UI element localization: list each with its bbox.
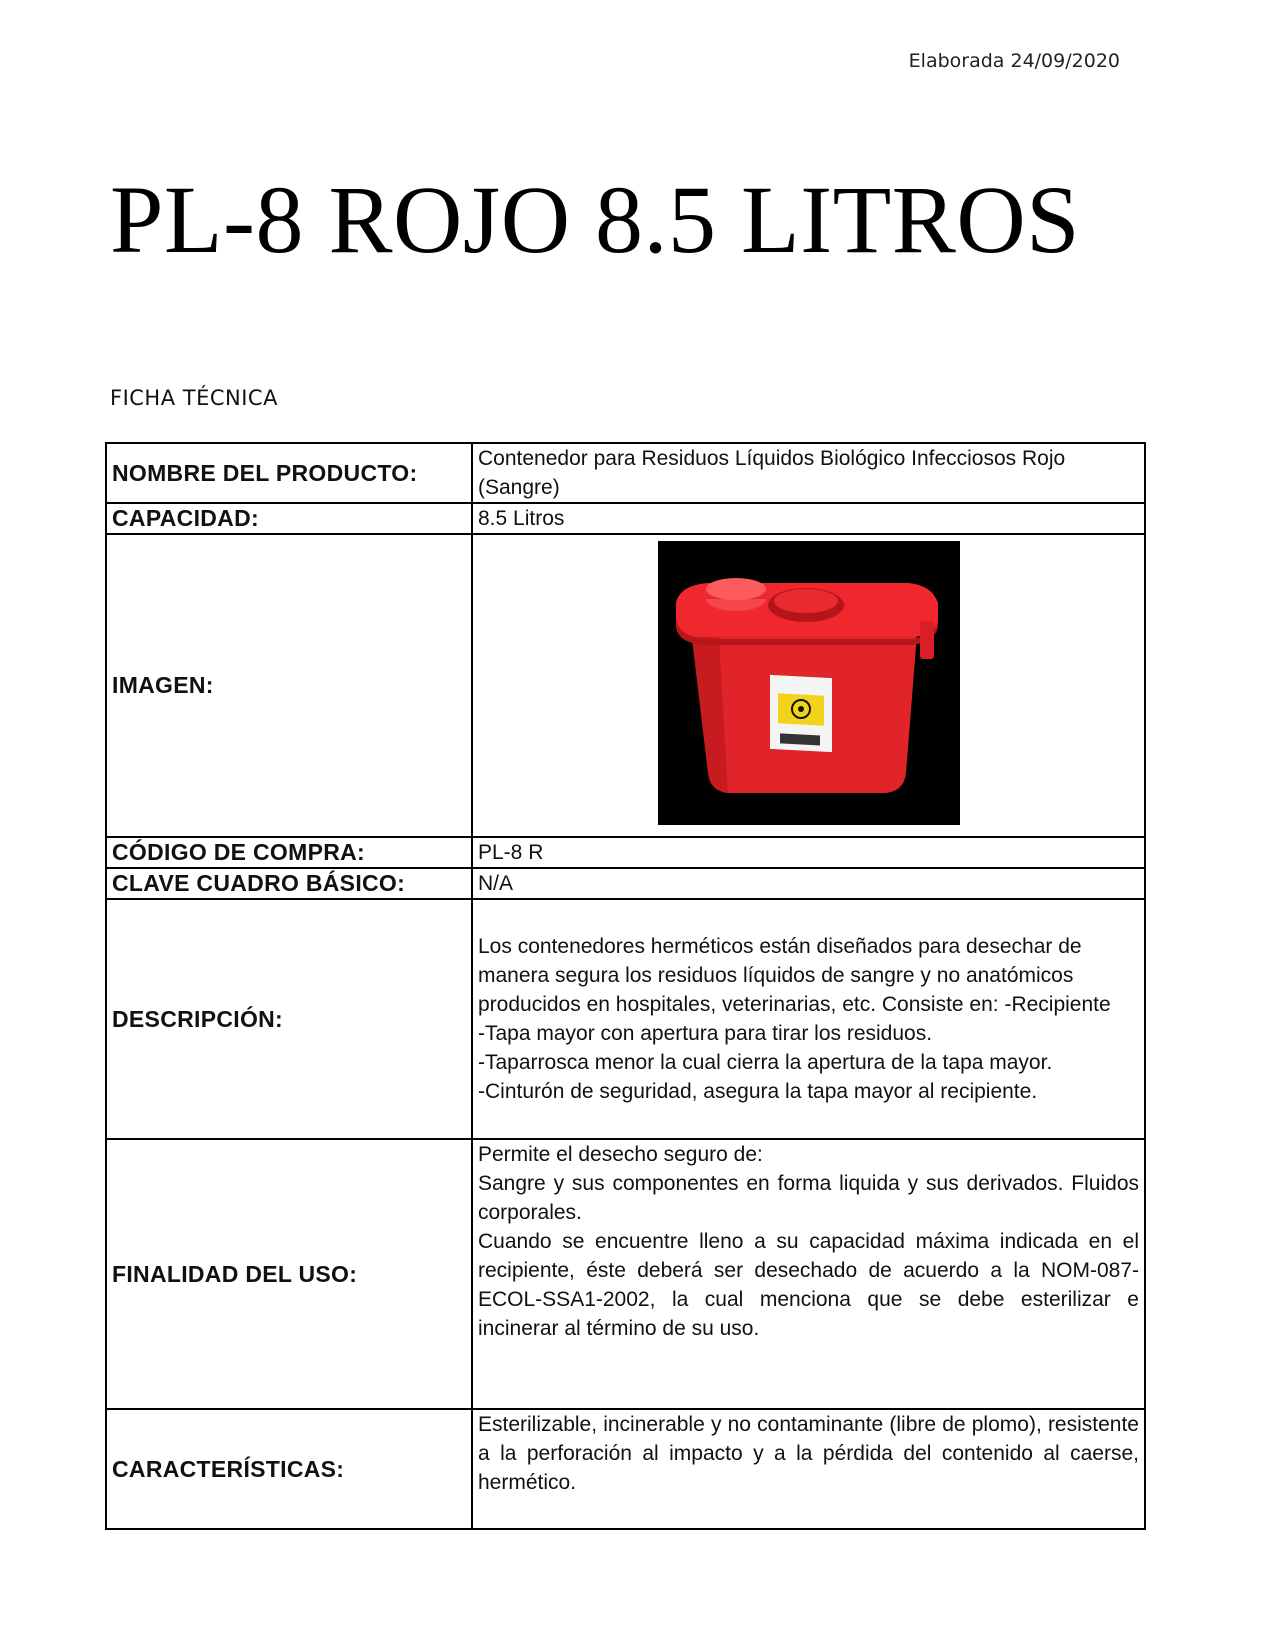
- descripcion-line: -Taparrosca menor la cual cierra la apertura de la tapa mayor.: [478, 1051, 1053, 1074]
- label-imagen: IMAGEN:: [106, 534, 472, 837]
- label-codigo: CÓDIGO DE COMPRA:: [106, 837, 472, 868]
- descripcion-line: -Cinturón de seguridad, asegura la tapa mayor al recipiente.: [478, 1080, 1038, 1103]
- label-finalidad: FINALIDAD DEL USO:: [106, 1139, 472, 1409]
- label-capacidad: CAPACIDAD:: [106, 503, 472, 534]
- document-date: Elaborada 24/09/2020: [908, 50, 1120, 72]
- finalidad-line: Sangre y sus componentes en forma liquida y sus derivados. Fluidos corporales.: [478, 1172, 1139, 1224]
- section-subtitle: FICHA TÉCNICA: [110, 386, 278, 410]
- descripcion-line: Los contenedores herméticos están diseñados para desechar de manera segura los residuos líquidos de sangre y no anatómicos producidos en hospitales, veterinarias, etc. Consiste en: -Recipiente: [478, 935, 1111, 1016]
- image-cell: [472, 534, 1145, 837]
- row-caracteristicas: [106, 1409, 1145, 1529]
- value-descripcion: [472, 899, 1145, 1139]
- value-codigo: PL-8 R: [472, 837, 1145, 868]
- finalidad-line: Permite el desecho seguro de:: [478, 1143, 763, 1166]
- value-nombre: Contenedor para Residuos Líquidos Biológico Infecciosos Rojo (Sangre): [472, 443, 1145, 503]
- value-caracteristicas: Esterilizable, incinerable y no contaminante (libre de plomo), resistente a la perforación al impacto y a la pérdida del contenido al caerse, hermético.: [472, 1409, 1145, 1529]
- label-caracteristicas: CARACTERÍSTICAS:: [106, 1409, 472, 1529]
- value-capacidad: 8.5 Litros: [472, 503, 1145, 534]
- row-descripcion: [106, 899, 1145, 1139]
- red-container-illustration: [658, 541, 960, 825]
- label-clave: CLAVE CUADRO BÁSICO:: [106, 868, 472, 899]
- row-imagen: [106, 534, 1145, 837]
- descripcion-line: -Tapa mayor con apertura para tirar los residuos.: [478, 1022, 933, 1045]
- label-nombre: NOMBRE DEL PRODUCTO:: [106, 443, 472, 503]
- row-finalidad: [106, 1139, 1145, 1409]
- row-capacidad: [106, 503, 1145, 534]
- row-nombre: [106, 443, 1145, 503]
- label-descripcion: DESCRIPCIÓN:: [106, 899, 472, 1139]
- page-title: PL-8 ROJO 8.5 LITROS: [110, 166, 1081, 273]
- row-clave: [106, 868, 1145, 899]
- product-photo: [658, 541, 960, 825]
- spec-table: [105, 442, 1146, 1530]
- finalidad-line: Cuando se encuentre lleno a su capacidad máxima indicada en el recipiente, éste deberá ser desechado de acuerdo a la NOM-087-ECOL-SSA1-2002, la cual menciona que se debe esterilizar e incinerar al término de su uso.: [478, 1230, 1139, 1340]
- value-finalidad: [472, 1139, 1145, 1409]
- row-codigo: [106, 837, 1145, 868]
- value-clave: N/A: [472, 868, 1145, 899]
